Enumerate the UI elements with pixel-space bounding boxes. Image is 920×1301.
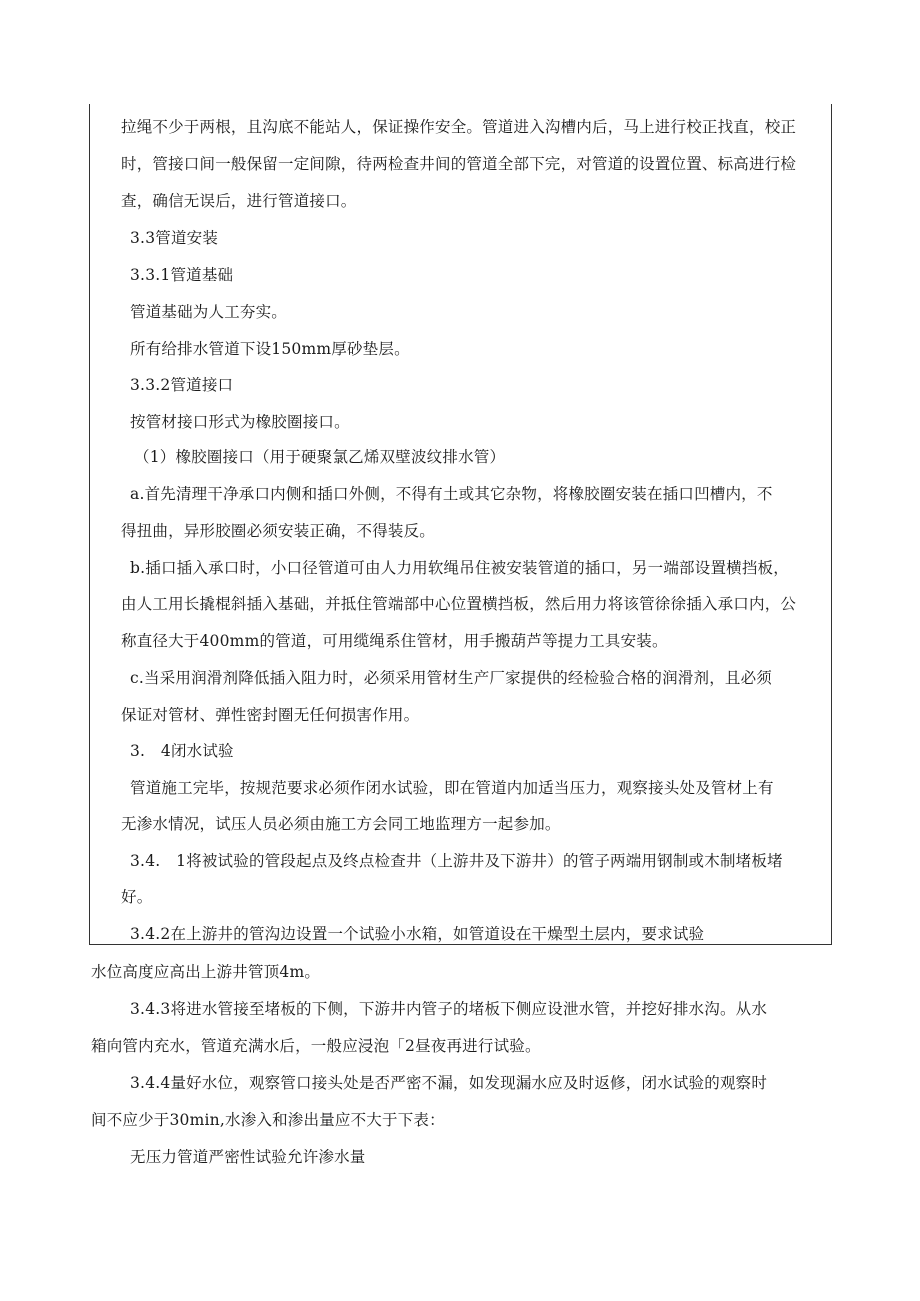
text-line: 3.4.3将进水管接至堵板的下侧，下游井内管子的堵板下侧应设泄水管，并挖好排水沟。从水 <box>130 1000 768 1018</box>
text-line: 保证对管材、弹性密封圈无任何损害作用。 <box>121 706 420 724</box>
section-heading: 3.3.1管道基础 <box>130 266 234 284</box>
text-line: c.当采用润滑剂降低插入阻力时，必须采用管材生产厂家提供的经检验合格的润滑剂，且必须 <box>130 669 773 687</box>
section-heading: 3.3.2管道接口 <box>130 376 234 394</box>
text-line: 无渗水情况，试压人员必须由施工方会同工地监理方一起参加。 <box>121 815 561 833</box>
text-line: b.插口插入承口时，小口径管道可由人力用软绳吊住被安装管道的插口，另一端部设置横挡板， <box>130 559 789 577</box>
text-line: 水位高度应高出上游井管顶4m。 <box>91 963 321 981</box>
section-heading: 3.3管道安装 <box>130 229 219 247</box>
text-line: 查，确信无误后，进行管道接口。 <box>121 192 357 210</box>
text-line: 箱向管内充水，管道充满水后，一般应浸泡「2昼夜再进行试验。 <box>91 1037 541 1055</box>
text-line: 由人工用长撬棍斜插入基础，并抵住管端部中心位置横挡板，然后用力将该管徐徐插入承口内，公 <box>121 595 797 613</box>
text-line: 管道基础为人工夯实。 <box>130 303 288 321</box>
text-line: 间不应少于30min,水渗入和渗出量应不大于下表： <box>91 1111 445 1129</box>
text-line: （1）橡胶圈接口（用于硬聚氯乙烯双壁波纹排水管） <box>134 448 506 466</box>
text-line: 按管材接口形式为橡胶圈接口。 <box>130 413 350 431</box>
text-line: 3.4.4量好水位，观察管口接头处是否严密不漏，如发现漏水应及时返修，闭水试验的观察时 <box>130 1074 768 1092</box>
text-line: 时，管接口间一般保留一定间隙，待两检查井间的管道全部下完，对管道的设置位置、标高进行检 <box>121 155 797 173</box>
text-line: 拉绳不少于两根，且沟底不能站人，保证操作安全。管道进入沟槽内后，马上进行校正找直，校正 <box>121 118 797 136</box>
text-line: 得扭曲，异形胶圈必须安装正确，不得装反。 <box>121 522 436 540</box>
text-line: a.首先清理干净承口内侧和插口外侧，不得有土或其它杂物，将橡胶圈安装在插口凹槽内，不 <box>130 485 773 503</box>
text-line: 管道施工完毕，按规范要求必须作闭水试验，即在管道内加适当压力，观察接头处及管材上有 <box>130 779 774 797</box>
text-line: 称直径大于400mm的管道，可用缆绳系住管材，用手搬葫芦等提力工具安装。 <box>121 632 668 650</box>
text-line: 3.4.2在上游井的管沟边设置一个试验小水箱，如管道设在干燥型土层内，要求试验 <box>130 925 705 943</box>
text-line: 好。 <box>121 888 153 906</box>
section-heading: 3. 4闭水试验 <box>130 742 234 760</box>
table-caption: 无压力管道严密性试验允许渗水量 <box>130 1148 366 1166</box>
text-line: 3.4. 1将被试验的管段起点及终点检查井（上游井及下游井）的管子两端用钢制或木制堵板堵 <box>130 852 783 870</box>
text-line: 所有给排水管道下设150mm厚砂垫层。 <box>130 340 410 358</box>
